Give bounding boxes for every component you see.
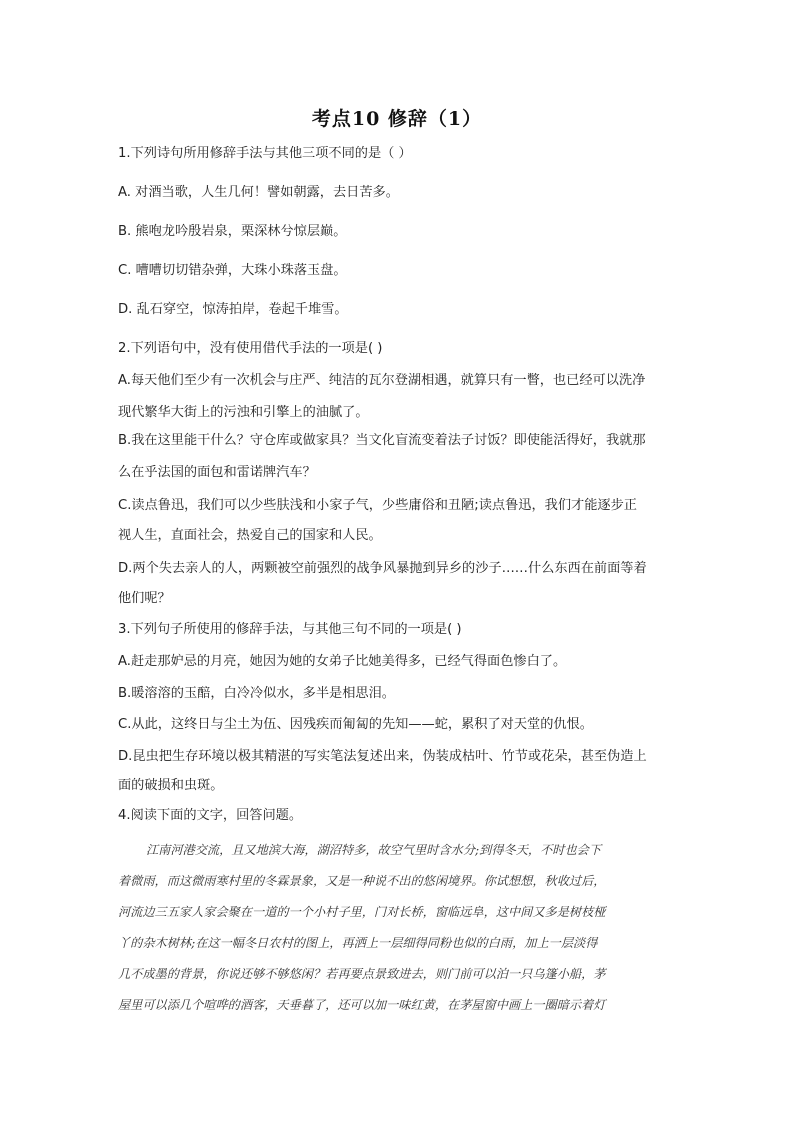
page-title: 考点10 修辞（1） bbox=[311, 108, 483, 130]
question-2-stem: 2.下列语句中，没有使用借代手法的一项是( ) bbox=[118, 341, 383, 356]
passage-line: 江南河港交流，且又地滨大海，湖沼特多，故空气里时含水分;到得冬天，不时也会下 bbox=[146, 843, 602, 857]
question-1-option-b: B. 熊咆龙吟殷岩泉，栗深林兮惊层巅。 bbox=[118, 224, 347, 239]
reading-passage bbox=[118, 841, 678, 1027]
question-1-option-d: D. 乱石穿空，惊涛拍岸，卷起千堆雪。 bbox=[118, 302, 348, 317]
question-1-option-a: A. 对酒当歌，人生几何！譬如朝露，去日苦多。 bbox=[118, 185, 399, 200]
passage-line: 丫的杂木树林;在这一幅冬日农村的图上，再洒上一层细得同粉也似的白雨，加上一层淡得 bbox=[118, 936, 598, 950]
question-3-option-b: B.暖溶溶的玉醅，白冷冷似水，多半是相思泪。 bbox=[118, 686, 395, 701]
question-3-stem: 3.下列句子所使用的修辞手法，与其他三句不同的一项是( ) bbox=[118, 622, 462, 637]
passage-line: 屋里可以添几个喧哗的酒客，天垂暮了，还可以加一味红黄，在茅屋窗中画上一圈暗示着灯 bbox=[118, 998, 606, 1012]
question-2-option-b-line-2: 么在乎法国的面包和雷诺牌汽车？ bbox=[118, 465, 316, 480]
question-4-stem: 4.阅读下面的文字，回答问题。 bbox=[118, 808, 303, 823]
question-2-option-c-line-1: C.读点鲁迅，我们可以少些肤浅和小家子气，少些庸俗和丑陋;读点鲁迅，我们才能逐步正 bbox=[118, 498, 637, 513]
passage-line: 几不成墨的背景，你说还够不够悠闲？若再要点景致进去，则门前可以泊一只乌篷小船，茅 bbox=[118, 967, 606, 981]
question-2-option-b-line-1: B.我在这里能干什么？守仓库或做家具？当文化盲流变着法子讨饭？即使能活得好，我就那 bbox=[118, 433, 646, 448]
question-2-option-a-line-2: 现代繁华大街上的污浊和引擎上的油腻了。 bbox=[118, 405, 369, 420]
question-2-option-c-line-2: 视人生，直面社会，热爱自己的国家和人民。 bbox=[118, 528, 382, 543]
question-2-option-d-line-1: D.两个失去亲人的人，两颗被空前强烈的战争风暴抛到异乡的沙子……什么东西在前面等着 bbox=[118, 561, 647, 576]
question-2-option-a-line-1: A.每天他们至少有一次机会与庄严、纯洁的瓦尔登湖相遇，就算只有一瞥，也已经可以洗净 bbox=[118, 373, 646, 388]
question-3-option-d-line-1: D.昆虫把生存环境以极其精湛的写实笔法复述出来，伪装成枯叶、竹节或花朵，甚至伪造上 bbox=[118, 749, 647, 764]
passage-line: 河流边三五家人家会聚在一道的一个小村子里，门对长桥，窗临远阜，这中间又多是树枝桠 bbox=[118, 905, 606, 919]
question-3-option-a: A.赶走那妒忌的月亮，她因为她的女弟子比她美得多，已经气得面色惨白了。 bbox=[118, 654, 567, 669]
passage-line: 着微雨，而这微雨寒村里的冬霖景象，又是一种说不出的悠闲境界。你试想想，秋收过后， bbox=[118, 874, 606, 888]
question-3-option-d-line-2: 面的破损和虫斑。 bbox=[118, 778, 224, 793]
question-3-option-c: C.从此，这终日与尘土为伍、因残疾而匍匐的先知——蛇，累积了对天堂的仇恨。 bbox=[118, 717, 593, 732]
question-1-stem: 1.下列诗句所用修辞手法与其他三项不同的是（ ） bbox=[118, 146, 412, 161]
question-1-option-c: C. 嘈嘈切切错杂弹，大珠小珠落玉盘。 bbox=[118, 263, 347, 278]
question-2-option-d-line-2: 他们呢？ bbox=[118, 591, 171, 606]
